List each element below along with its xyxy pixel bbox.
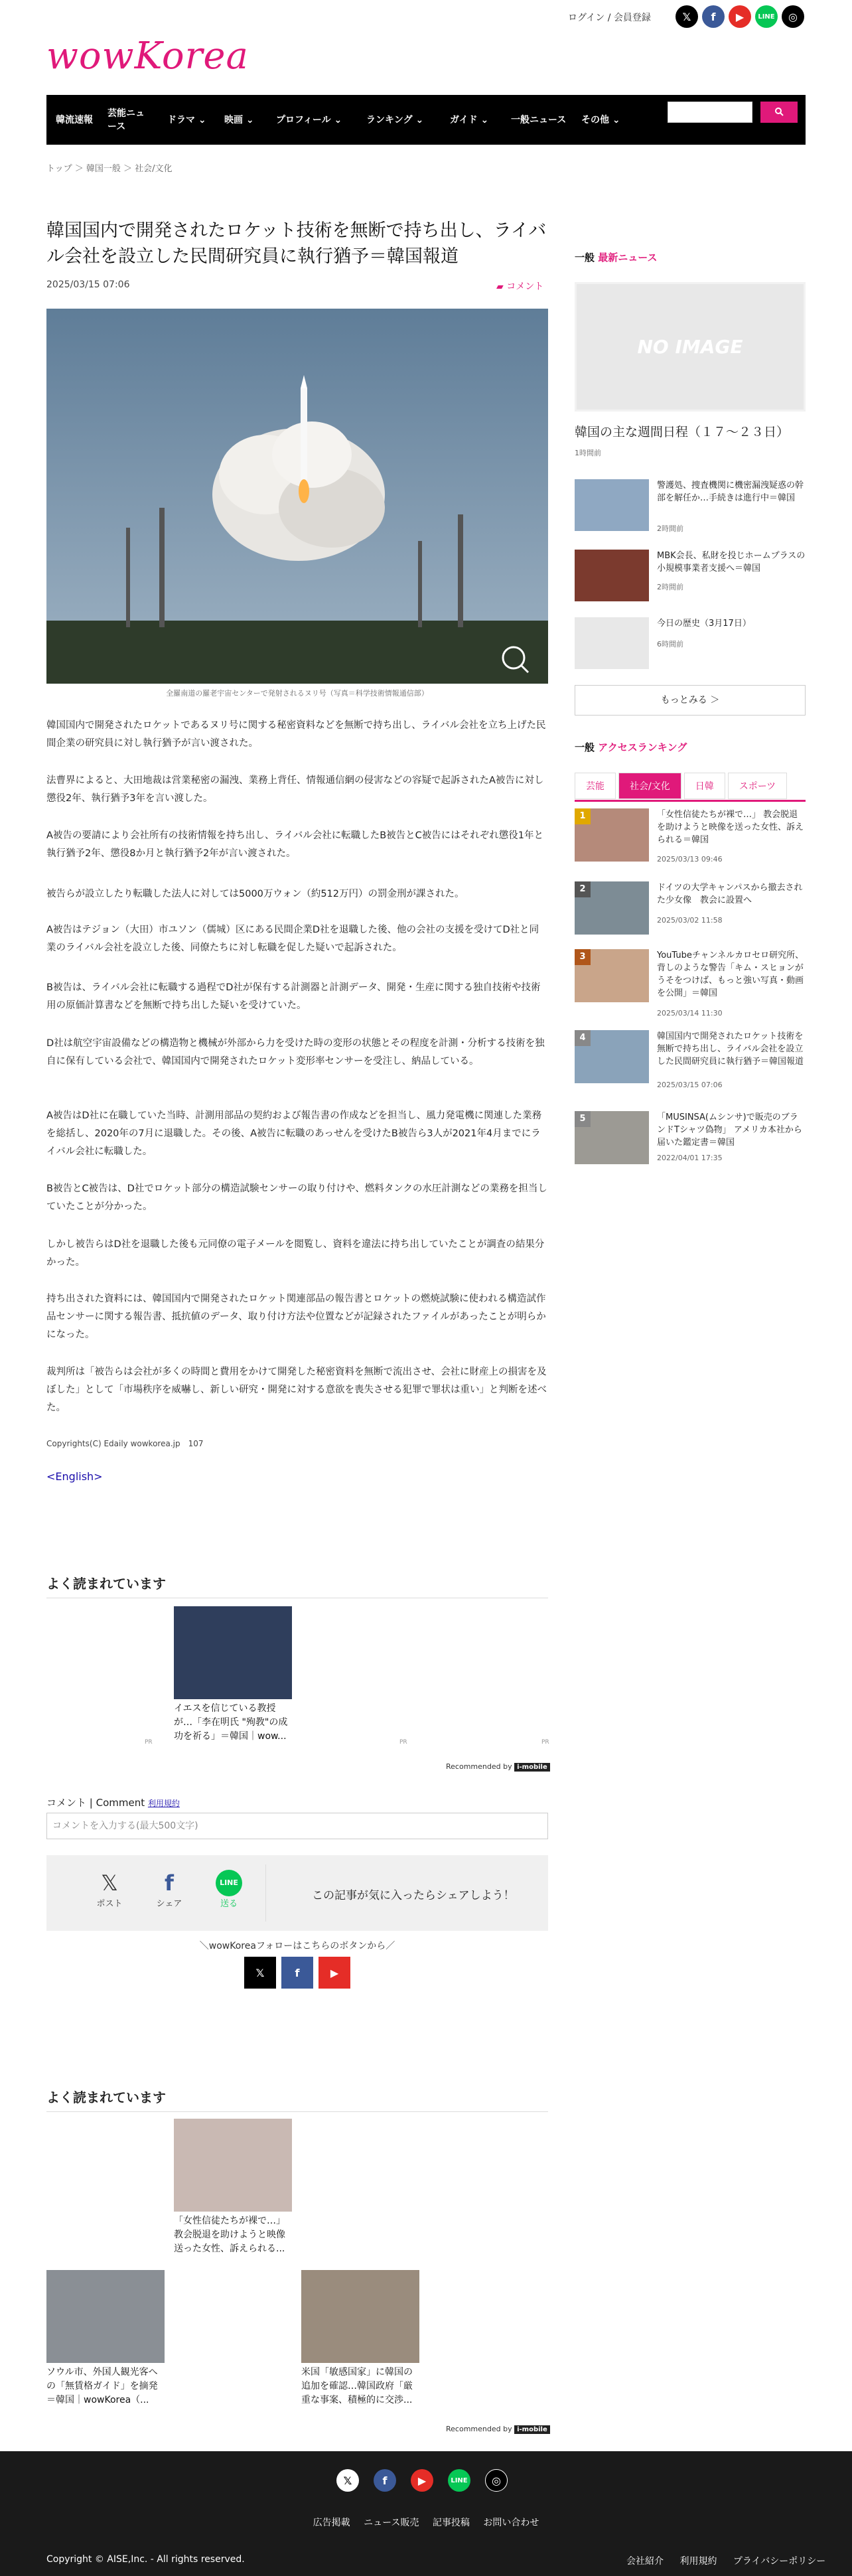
search-button[interactable] — [760, 102, 798, 123]
youtube-icon[interactable]: ▶ — [411, 2469, 433, 2492]
x-icon[interactable]: 𝕏 — [336, 2469, 359, 2492]
latest-news-heading: 一般 最新ニュース — [575, 252, 658, 264]
footer-links — [0, 2516, 852, 2529]
article-copyright: Copyrights(C) Edaily wowkorea.jp 107 — [46, 1439, 204, 1448]
footer-link[interactable]: プライバシーポリシー — [733, 2556, 826, 2567]
footer-link[interactable]: 広告掲載 — [313, 2518, 350, 2528]
article-title: 韓国国内で開発されたロケット技術を無断で持ち出し、ライバル会社を設立した民間研究員に執行猶予＝韓国報道 — [46, 220, 547, 267]
nav-item[interactable]: ランキング ⌄ — [366, 114, 424, 125]
article-photo[interactable] — [46, 309, 548, 684]
follow-facebook-button[interactable]: f — [281, 1957, 313, 1989]
copyright: Copyright © AISE,Inc. - All rights reserved. — [46, 2554, 245, 2565]
ranking-heading: 一般 アクセスランキング — [575, 741, 687, 753]
nav-item[interactable]: 韓流速報 — [56, 114, 93, 125]
tab-society[interactable]: 社会/文化 — [618, 773, 681, 799]
footer-right-links — [613, 2554, 825, 2567]
paragraph: しかし被告らはD社を退職した後も元同僚の電子メールを閲覧し、資料を違法に持ち出していたことが調査の結果分かった。 — [46, 1239, 545, 1268]
footer-sns — [336, 2469, 508, 2492]
news-thumb — [575, 550, 649, 601]
nav-item[interactable]: 一般ニュース — [511, 114, 567, 125]
footer-link[interactable]: お問い合わせ — [483, 2518, 539, 2528]
comment-icon: ▰ — [496, 281, 504, 292]
x-icon[interactable]: 𝕏 — [675, 5, 698, 28]
nav-search — [668, 102, 798, 123]
facebook-icon: f — [165, 1870, 174, 1896]
share-facebook-button[interactable]: f シェア — [146, 1870, 192, 1909]
nav-item[interactable]: ガイド ⌄ — [450, 114, 489, 125]
ranking-item[interactable]: 2 ドイツの大学キャンパスから撤去された少女像 教会に設置へ 2025/03/02 11:58 — [575, 881, 806, 954]
main-nav — [46, 95, 806, 145]
paragraph: 被告らが設立したり転職した法人に対しては5000万ウォン（約512万円）の罰金刑が課された。 — [46, 889, 464, 899]
facebook-icon[interactable]: f — [702, 5, 725, 28]
terms-link[interactable]: 利用規約 — [147, 1799, 180, 1808]
line-icon: LINE — [216, 1870, 242, 1896]
nav-item[interactable]: ドラマ ⌄ — [167, 114, 206, 125]
paragraph: A被告の要請により会社所有の技術情報を持ち出し、ライバル会社に転職したB被告とC被告にはそれぞれ懲役1年と執行猶予2年、懲役8か月と執行猶予2年が言い渡された。 — [46, 830, 543, 859]
recommended-by: Recommended by i-mobile — [446, 2425, 550, 2433]
comment-input[interactable]: コメントを入力する(最大500文字) — [46, 1813, 548, 1839]
paragraph: D社は航空宇宙設備などの構造物と機械が外部から力を受けた時の変形の状態とその程度を計測・分析する技術を独自に保有している会社で、韓国国内で開発されたロケット変形率センサーを受注し、納品している。 — [46, 1038, 545, 1067]
follow-youtube-button[interactable]: ▶ — [319, 1957, 350, 1989]
login-link[interactable]: ログイン / 会員登録 — [568, 13, 651, 23]
search-icon — [774, 107, 784, 116]
card-image — [174, 1606, 292, 1699]
youtube-icon[interactable]: ▶ — [729, 5, 751, 28]
ranking-tabs — [575, 773, 787, 799]
tab-japan-korea[interactable]: 日韓 — [684, 773, 725, 799]
footer-link[interactable]: ニュース販売 — [364, 2518, 419, 2528]
nav-item[interactable]: プロフィール ⌄ — [276, 114, 342, 125]
english-link[interactable]: <English> — [46, 1470, 103, 1483]
ranking-item[interactable]: 4 韓国国内で開発されたロケット技術を無断で持ち出し、ライバル会社を設立した民間研究員に執行猶予＝韓国報道 2025/03/15 07:06 — [575, 1030, 806, 1103]
header-sns — [675, 5, 804, 28]
instagram-icon[interactable]: ◎ — [485, 2469, 508, 2492]
ranking-item[interactable]: 5 「MUSINSA(ムシンサ)で販売のブランドTシャツ偽物」 アメリカ本社から届いた鑑定書＝韓国 2022/04/01 17:35 — [575, 1111, 806, 1184]
ranking-item[interactable]: 1 「女性信徒たちが裸で…」 教会脱退を助けようと映像を送った女性、訴えられる＝韓国 2025/03/13 09:46 — [575, 808, 806, 881]
popular-heading: よく読まれています — [46, 1573, 548, 1598]
paragraph: A被告はD社に在職していた当時、計測用部品の契約および報告書の作成などを担当し、風力発電機に関連した業務を総括し、2020年の7月に退職した。その後、A被告に転職のあっせんを受けたB被告ら3人が2021年4月までにライバル会社に転職した。 — [46, 1110, 542, 1157]
news-thumb — [575, 479, 649, 531]
line-icon[interactable]: LINE — [755, 5, 778, 28]
footer-link[interactable]: 会社紹介 — [626, 2556, 664, 2567]
paragraph: B被告とC被告は、D社でロケット部分の構造試験センサーの取り付けや、燃料タンクの水圧計測などの業務を担当していたことが分かった。 — [46, 1183, 547, 1212]
paragraph: 持ち出された資料には、韓国国内で開発されたロケット関連部品の報告書とロケットの燃焼試験に使われる構造試作品センサーに関する報告書、抵抗値のデータ、取り付け方法や位置などが記録されたファイルがあったことが明らかになった。 — [46, 1294, 546, 1340]
ranking-item[interactable]: 3 YouTubeチャンネルカロセロ研究所、背しのような警告「キム・スヒョンがうそをつけば、もっと強い写真・動画を公開」＝韓国 2025/03/14 11:30 — [575, 949, 806, 1022]
news-item[interactable]: 今日の歴史（3月17日） 6時間前 — [575, 617, 806, 674]
recommended-by: Recommended by i-mobile — [446, 1762, 550, 1771]
recommend-card[interactable]: 「女性信徒たちが裸で…」教会脱退を助けようと映像送った女性、訴えられる... — [174, 2119, 292, 2256]
news-item[interactable]: 警護処、捜査機関に機密漏洩疑惑の幹部を解任か…手続きは進行中＝韓国 2時間前 — [575, 479, 806, 536]
tab-underline — [575, 800, 806, 802]
share-message: この記事が気に入ったらシェアしよう！ — [312, 1889, 515, 1902]
recommend-card[interactable]: ソウル市、外国人観光客への「無賃格ガイド」を摘発＝韓国｜wowKorea（... — [46, 2270, 165, 2407]
nav-item[interactable]: その他 ⌄ — [581, 114, 620, 125]
x-icon: 𝕏 — [101, 1870, 118, 1896]
popular-heading-2: よく読まれています — [46, 2087, 548, 2112]
nav-item[interactable]: 芸能ニュース — [107, 108, 145, 132]
article-date: 2025/03/15 07:06 — [46, 279, 130, 290]
lead-news-ago: 1時間前 — [575, 449, 601, 457]
share-x-button[interactable]: 𝕏 ポスト — [86, 1870, 133, 1909]
comment-label: コメント | Comment 利用規約 — [46, 1797, 180, 1809]
breadcrumb-item[interactable]: トップ — [46, 164, 72, 174]
tab-sports[interactable]: スポーツ — [728, 773, 787, 799]
paragraph: 法曹界によると、大田地裁は営業秘密の漏洩、業務上背任、情報通信網の侵害などの容疑で起訴されたA被告に対し懲役2年、執行猶予3年を言い渡した。 — [46, 775, 544, 804]
share-box — [46, 1855, 548, 1931]
follow-x-button[interactable]: 𝕏 — [244, 1957, 276, 1989]
line-icon[interactable]: LINE — [448, 2469, 470, 2492]
facebook-icon[interactable]: f — [374, 2469, 396, 2492]
paragraph: A被告はテジョン（大田）市ユソン（儒城）区にある民間企業D社を退職した後、他の会社の支援を受けてD社と同業のライバル会社を設立した後、同僚たちに対し転職を促した疑いで起訴された。 — [46, 925, 539, 953]
lead-news-title[interactable]: 韓国の主な週間日程（１７〜２３日） — [575, 425, 790, 439]
paragraph: B被告は、ライバル会社に転職する過程でD社が保有する計測器と計測データ、開発・生産に関する独自技術や技術用の原価計算書などを無断で持ち出した疑いを受けていた。 — [46, 982, 541, 1011]
footer-link[interactable]: 利用規約 — [679, 2556, 717, 2567]
news-thumb — [575, 617, 649, 669]
follow-text: ＼wowKoreaフォローはこちらのボタンから／ — [199, 1941, 395, 1951]
breadcrumb-item[interactable]: 社会/文化 — [135, 164, 173, 174]
tab-entertainment[interactable]: 芸能 — [575, 773, 616, 799]
instagram-icon[interactable]: ◎ — [782, 5, 804, 28]
photo-caption: 全羅南道の羅老宇宙センターで発射されるヌリ号（写真＝科学技術情報通信部） — [166, 689, 429, 698]
breadcrumb: トップ ＞ 韓国一般 ＞ 社会/文化 — [46, 164, 173, 174]
search-input[interactable] — [668, 102, 752, 123]
no-image-placeholder[interactable]: NO IMAGE — [575, 282, 806, 412]
site-logo[interactable]: wowKorea — [46, 35, 249, 78]
footer-link[interactable]: 記事投稿 — [432, 2518, 470, 2528]
breadcrumb-item[interactable]: 韓国一般 — [86, 164, 121, 174]
paragraph: 裁判所は「被告らは会社が多くの時間と費用をかけて開発した秘密資料を無断で流出させ、会社に財産上の損害を及ぼした」として「市場秩序を威嚇し、新しい研究・開発に対する意欲を喪失させる犯罪で罪状は重い」と判断を述べた。 — [46, 1367, 547, 1413]
paragraph: 韓国国内で開発されたロケットであるヌリ号に関する秘密資料などを無断で持ち出し、ライバル会社を立ち上げた民間企業の研究員に対し執行猶予が言い渡された。 — [46, 720, 546, 749]
recommend-card[interactable]: イエスを信じている教授が…「李在明氏 "殉教"の成功を祈る」＝韓国｜wow... — [174, 1606, 292, 1744]
more-button[interactable]: もっとみる ＞ — [575, 685, 806, 716]
nav-item[interactable]: 映画 ⌄ — [224, 114, 254, 125]
recommend-card[interactable]: 米国「敏感国家」に韓国の追加を確認…韓国政府「厳重な事案、積極的に交渉... — [301, 2270, 419, 2407]
share-line-button[interactable]: LINE 送る — [206, 1870, 252, 1909]
comment-link[interactable]: ▰ コメント — [496, 281, 544, 292]
news-item[interactable]: MBK会長、私財を投じホームプラスの小規模事業者支援へ＝韓国 2時間前 — [575, 550, 806, 607]
